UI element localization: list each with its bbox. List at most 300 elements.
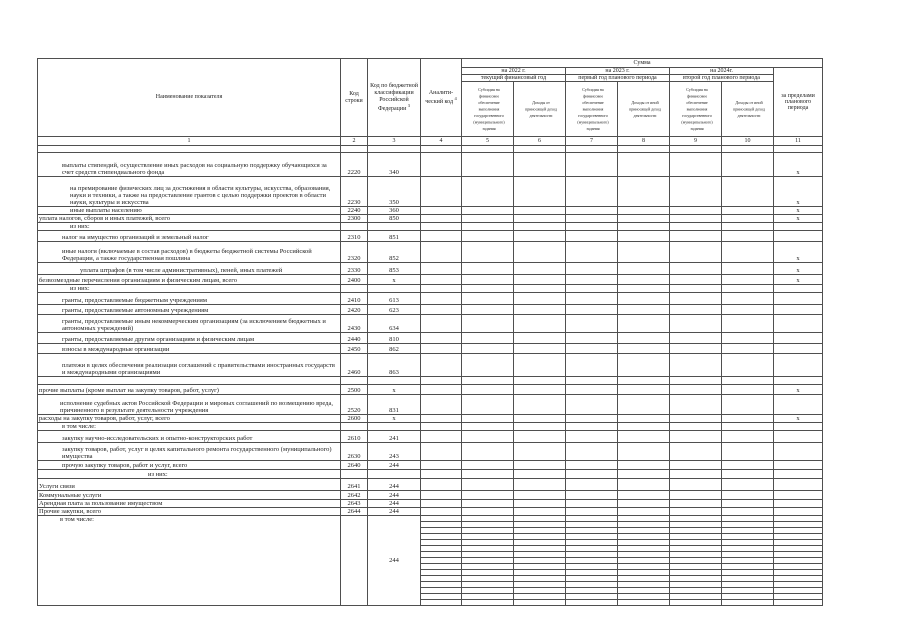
- budget-classification-code-cell: [368, 285, 421, 293]
- amount-cell: [566, 275, 618, 285]
- amount-cell: [566, 443, 618, 461]
- amount-cell: [462, 508, 514, 516]
- amount-cell: [462, 146, 514, 153]
- indicator-name-cell: прочую закупку товаров, работ и услуг, всего: [38, 461, 341, 470]
- amount-cell: [670, 153, 722, 177]
- indicator-name-cell: Услуги связи: [38, 479, 341, 491]
- amount-cell: [514, 500, 566, 508]
- budget-classification-code-cell: 623: [368, 305, 421, 315]
- amount-cell: [618, 333, 670, 344]
- amount-cell: [618, 491, 670, 500]
- table-row: [38, 215, 823, 223]
- analytic-code-cell: [421, 153, 462, 177]
- amount-cell: [722, 479, 774, 491]
- budget-classification-code-cell: 244: [368, 508, 421, 516]
- amount-cell: [566, 423, 618, 431]
- amount-cell: [514, 223, 566, 231]
- amount-cell: [462, 263, 514, 275]
- indicator-name-cell: закупку научно-исследовательских и опытно-конструкторских работ: [38, 431, 341, 443]
- line-code-cell: 2460: [341, 354, 368, 377]
- table-row: [38, 293, 823, 305]
- amount-cell: [722, 223, 774, 231]
- amount-cell: [618, 377, 670, 385]
- line-code-cell: 2300: [341, 215, 368, 223]
- table-row: [38, 461, 823, 470]
- amount-cell: [618, 431, 670, 443]
- beyond-period-cell: х: [774, 385, 823, 395]
- amount-cell: [462, 315, 514, 333]
- amount-cell: [462, 470, 514, 479]
- budget-classification-code-cell: [368, 470, 421, 479]
- beyond-period-cell: [774, 333, 823, 344]
- analytic-code-cell: [421, 508, 462, 516]
- analytic-code-cell: [421, 207, 462, 215]
- column-number: 1: [38, 137, 341, 146]
- indicator-name-cell: гранты, предоставляемые бюджетным учреждениям: [38, 293, 341, 305]
- amount-cell: [722, 500, 774, 508]
- amount-cell: [566, 305, 618, 315]
- analytic-code-cell: [421, 377, 462, 385]
- budget-classification-code-cell: 340: [368, 153, 421, 177]
- beyond-period-cell: [774, 423, 823, 431]
- line-code-cell: 2220: [341, 153, 368, 177]
- beyond-period-cell: [774, 231, 823, 242]
- table-row: [38, 500, 823, 508]
- amount-cell: [462, 333, 514, 344]
- header-indicator-name: Наименование показателя: [38, 59, 341, 137]
- amount-cell: [462, 600, 514, 606]
- amount-cell: [514, 293, 566, 305]
- table-row: [38, 177, 823, 207]
- amount-cell: [618, 344, 670, 354]
- amount-cell: [670, 177, 722, 207]
- amount-cell: [514, 600, 566, 606]
- amount-cell: [722, 443, 774, 461]
- amount-cell: [722, 385, 774, 395]
- table-row: [38, 415, 823, 423]
- amount-cell: [618, 263, 670, 275]
- beyond-period-cell: [774, 500, 823, 508]
- amount-cell: [566, 207, 618, 215]
- amount-cell: [670, 293, 722, 305]
- indicator-name-cell: [38, 377, 341, 385]
- amount-cell: [670, 395, 722, 415]
- line-code-cell: 2630: [341, 443, 368, 461]
- header-source-subsidy: [566, 82, 618, 137]
- amount-cell: [722, 333, 774, 344]
- table-row: [38, 153, 823, 177]
- amount-cell: [618, 275, 670, 285]
- header-source-subsidy: [670, 82, 722, 137]
- amount-cell: [722, 491, 774, 500]
- line-code-cell: 2450: [341, 344, 368, 354]
- beyond-period-cell: х: [774, 415, 823, 423]
- amount-cell: [566, 377, 618, 385]
- amount-cell: [722, 242, 774, 263]
- analytic-code-cell: [421, 223, 462, 231]
- analytic-code-cell: [421, 242, 462, 263]
- amount-cell: [514, 423, 566, 431]
- budget-classification-code-cell: [368, 146, 421, 153]
- beyond-period-cell: [774, 305, 823, 315]
- amount-cell: [670, 285, 722, 293]
- budget-classification-code-cell: 244: [368, 479, 421, 491]
- amount-cell: [670, 333, 722, 344]
- amount-cell: [618, 385, 670, 395]
- amount-cell: [722, 263, 774, 275]
- amount-cell: [462, 223, 514, 231]
- budget-classification-code-cell: 853: [368, 263, 421, 275]
- analytic-code-cell: [421, 354, 462, 377]
- amount-cell: [670, 275, 722, 285]
- column-number: 8: [618, 137, 670, 146]
- amount-cell: [722, 231, 774, 242]
- indicator-name-cell: из них:: [38, 223, 341, 231]
- line-code-cell: 2230: [341, 177, 368, 207]
- indicator-name-cell: иные налоги (включаемые в состав расходов) в бюджеты бюджетной системы Российской Федерации, а также государственная пошлина: [38, 242, 341, 263]
- indicator-name-cell: в том числе:: [38, 423, 341, 431]
- beyond-period-cell: х: [774, 215, 823, 223]
- beyond-period-cell: х: [774, 263, 823, 275]
- amount-cell: [670, 305, 722, 315]
- line-code-cell: [341, 423, 368, 431]
- indicator-name-cell: гранты, предоставляемые иным некоммерческим организациям (за исключением бюджетных и автономных учреждений): [38, 315, 341, 333]
- line-code-cell: 2640: [341, 461, 368, 470]
- analytic-code-cell: [421, 491, 462, 500]
- amount-cell: [722, 431, 774, 443]
- header-source-text: Доходы от приносящей доход деятельности: [525, 100, 557, 118]
- analytic-code-cell: [421, 415, 462, 423]
- amount-cell: [514, 415, 566, 423]
- budget-classification-code-cell: 350: [368, 177, 421, 207]
- amount-cell: [722, 305, 774, 315]
- table-row: [38, 479, 823, 491]
- amount-cell: [462, 431, 514, 443]
- amount-cell: [462, 207, 514, 215]
- column-number: 5: [462, 137, 514, 146]
- header-source-text: Субсидия на финансовое обеспечение выполнения государственного (муниципального) задания: [577, 87, 609, 131]
- amount-cell: [462, 443, 514, 461]
- amount-cell: [462, 275, 514, 285]
- amount-cell: [618, 293, 670, 305]
- budget-classification-code-cell: [368, 377, 421, 385]
- indicator-name-cell: прочие выплаты (кроме выплат на закупку товаров, работ, услуг): [38, 385, 341, 395]
- amount-cell: [670, 344, 722, 354]
- amount-cell: [462, 500, 514, 508]
- amount-cell: [566, 333, 618, 344]
- amount-cell: [514, 231, 566, 242]
- line-code-cell: [341, 285, 368, 293]
- indicator-name-cell: безвозмездные перечисления организациям и физическим лицам, всего: [38, 275, 341, 285]
- amount-cell: [566, 500, 618, 508]
- budget-classification-code-cell: х: [368, 275, 421, 285]
- analytic-code-cell: [421, 385, 462, 395]
- analytic-code-cell: [421, 231, 462, 242]
- line-code-cell: 2440: [341, 333, 368, 344]
- amount-cell: [462, 423, 514, 431]
- amount-cell: [722, 215, 774, 223]
- indicator-name-cell: в том числе:: [38, 516, 341, 606]
- table-header: [38, 59, 823, 146]
- amount-cell: [462, 215, 514, 223]
- table-row: [38, 333, 823, 344]
- amount-cell: [618, 461, 670, 470]
- amount-cell: [514, 146, 566, 153]
- amount-cell: [514, 377, 566, 385]
- amount-cell: [514, 479, 566, 491]
- beyond-period-cell: [774, 223, 823, 231]
- amount-cell: [514, 305, 566, 315]
- beyond-period-cell: [774, 600, 823, 606]
- budget-classification-code-cell: 244: [368, 516, 421, 606]
- indicator-name-cell: гранты, предоставляемые другим организациям и физическим лицам: [38, 333, 341, 344]
- analytic-code-cell: [421, 215, 462, 223]
- header-period-first: первый год планового периода: [566, 75, 670, 82]
- amount-cell: [462, 395, 514, 415]
- table-row: [38, 443, 823, 461]
- analytic-code-cell: [421, 263, 462, 275]
- column-number: 11: [774, 137, 823, 146]
- amount-cell: [566, 315, 618, 333]
- header-period-current: текущий финансовый год: [462, 75, 566, 82]
- header-analytic-code: [421, 59, 462, 137]
- blank-row: [38, 146, 823, 153]
- budget-classification-code-cell: 360: [368, 207, 421, 215]
- analytic-code-cell: [421, 285, 462, 293]
- amount-cell: [514, 285, 566, 293]
- indicator-name-cell: Арендная плата за пользование имуществом: [38, 500, 341, 508]
- header-source-text: Доходы от иной приносящей доход деятельности: [733, 100, 765, 118]
- header-kbk-text: Код по бюджетной классификации Российской Федерации: [370, 82, 418, 112]
- table-row: [38, 242, 823, 263]
- amount-cell: [670, 315, 722, 333]
- analytic-code-cell: [421, 470, 462, 479]
- beyond-period-cell: х: [774, 153, 823, 177]
- indicator-name-cell: Прочие закупки, всего: [38, 508, 341, 516]
- amount-cell: [462, 479, 514, 491]
- amount-cell: [514, 315, 566, 333]
- amount-cell: [566, 431, 618, 443]
- amount-cell: [670, 461, 722, 470]
- header-budget-classification-code: [368, 59, 421, 137]
- amount-cell: [670, 431, 722, 443]
- table-row: [38, 431, 823, 443]
- amount-cell: [462, 385, 514, 395]
- amount-cell: [566, 153, 618, 177]
- amount-cell: [566, 354, 618, 377]
- amount-cell: [566, 263, 618, 275]
- indicator-name-cell: выплаты стипендий, осуществление иных расходов на социальную поддержку обучающихся за счет средств стипендиального фонда: [38, 153, 341, 177]
- table-row: [38, 305, 823, 315]
- beyond-period-cell: [774, 443, 823, 461]
- amount-cell: [514, 431, 566, 443]
- amount-cell: [722, 395, 774, 415]
- amount-cell: [722, 461, 774, 470]
- table-row: [38, 491, 823, 500]
- amount-cell: [462, 231, 514, 242]
- beyond-period-cell: [774, 146, 823, 153]
- indicator-name-cell: налог на имущество организаций и земельный налог: [38, 231, 341, 242]
- amount-cell: [462, 305, 514, 315]
- amount-cell: [722, 315, 774, 333]
- footnote-mark: 3: [407, 102, 411, 108]
- amount-cell: [566, 385, 618, 395]
- amount-cell: [618, 423, 670, 431]
- beyond-period-cell: [774, 315, 823, 333]
- beyond-period-cell: [774, 344, 823, 354]
- indicator-name-cell: платежи в целях обеспечения реализации соглашений с правительствами иностранных государств и международными организациями: [38, 354, 341, 377]
- line-code-cell: 2520: [341, 395, 368, 415]
- header-year-2022: на 2022 г.: [462, 68, 566, 75]
- header-sum: Сумма: [462, 59, 823, 68]
- amount-cell: [670, 479, 722, 491]
- table-row: [38, 354, 823, 377]
- line-code-cell: 2500: [341, 385, 368, 395]
- amount-cell: [618, 215, 670, 223]
- table-row: [38, 231, 823, 242]
- amount-cell: [566, 231, 618, 242]
- amount-cell: [618, 508, 670, 516]
- header-period-second: второй год планового периода: [670, 75, 774, 82]
- amount-cell: [722, 293, 774, 305]
- amount-cell: [618, 177, 670, 207]
- line-code-cell: 2610: [341, 431, 368, 443]
- amount-cell: [670, 207, 722, 215]
- amount-cell: [462, 177, 514, 207]
- amount-cell: [566, 461, 618, 470]
- amount-cell: [618, 153, 670, 177]
- amount-cell: [618, 242, 670, 263]
- indicator-name-cell: уплата штрафов (в том числе административных), пеней, иных платежей: [38, 263, 341, 275]
- indicator-name-cell: расходы на закупку товаров, работ, услуг, всего: [38, 415, 341, 423]
- amount-cell: [566, 223, 618, 231]
- amount-cell: [566, 285, 618, 293]
- indicator-name-cell: Коммунальные услуги: [38, 491, 341, 500]
- amount-cell: [618, 500, 670, 508]
- line-code-cell: [341, 516, 368, 606]
- line-code-cell: 2420: [341, 305, 368, 315]
- amount-cell: [670, 470, 722, 479]
- amount-cell: [670, 385, 722, 395]
- amount-cell: [722, 600, 774, 606]
- amount-cell: [514, 470, 566, 479]
- line-code-cell: [341, 470, 368, 479]
- amount-cell: [566, 479, 618, 491]
- beyond-period-cell: [774, 395, 823, 415]
- header-source-income: [514, 82, 566, 137]
- line-code-cell: [341, 223, 368, 231]
- budget-classification-code-cell: 851: [368, 231, 421, 242]
- header-year-2023: на 2023 г.: [566, 68, 670, 75]
- header-source-subsidy: [462, 82, 514, 137]
- table-row: [38, 285, 823, 293]
- indicator-name-cell: закупку товаров, работ, услуг в целях капитального ремонта государственного (муниципального) имущества: [38, 443, 341, 461]
- analytic-code-cell: [421, 344, 462, 354]
- amount-cell: [670, 443, 722, 461]
- amount-cell: [722, 153, 774, 177]
- amount-cell: [462, 491, 514, 500]
- amount-cell: [722, 344, 774, 354]
- budget-classification-code-cell: х: [368, 385, 421, 395]
- column-number: 7: [566, 137, 618, 146]
- indicator-name-cell: на премирование физических лиц за достижения в области культуры, искусства, образования, науки и техники, а также на предоставление грантов с целью поддержки проектов в области науки, культуры и искусства: [38, 177, 341, 207]
- indicator-name-cell: уплата налогов, сборов и иных платежей, всего: [38, 215, 341, 223]
- analytic-code-cell: [421, 293, 462, 305]
- amount-cell: [670, 242, 722, 263]
- amount-cell: [722, 285, 774, 293]
- budget-classification-code-cell: 243: [368, 443, 421, 461]
- amount-cell: [514, 333, 566, 344]
- amount-cell: [670, 263, 722, 275]
- indicator-name-cell: из них:: [38, 285, 341, 293]
- beyond-period-cell: х: [774, 242, 823, 263]
- amount-cell: [670, 215, 722, 223]
- amount-cell: [722, 146, 774, 153]
- amount-cell: [462, 293, 514, 305]
- amount-cell: [514, 395, 566, 415]
- budget-classification-code-cell: 831: [368, 395, 421, 415]
- amount-cell: [514, 354, 566, 377]
- budget-classification-code-cell: 862: [368, 344, 421, 354]
- table-row: [38, 395, 823, 415]
- amount-cell: [670, 508, 722, 516]
- amount-cell: [670, 223, 722, 231]
- amount-cell: [566, 600, 618, 606]
- budget-classification-code-cell: 850: [368, 215, 421, 223]
- amount-cell: [618, 395, 670, 415]
- amount-cell: [462, 242, 514, 263]
- footnote-mark: 4: [454, 95, 457, 101]
- line-code-cell: 2600: [341, 415, 368, 423]
- amount-cell: [722, 177, 774, 207]
- column-number: 4: [421, 137, 462, 146]
- line-code-cell: 2644: [341, 508, 368, 516]
- amount-cell: [670, 500, 722, 508]
- amount-cell: [514, 215, 566, 223]
- table-row: [38, 508, 823, 516]
- header-line-code: Код строки: [341, 59, 368, 137]
- budget-classification-code-cell: 244: [368, 500, 421, 508]
- beyond-period-cell: [774, 491, 823, 500]
- amount-cell: [722, 508, 774, 516]
- indicator-name-cell: взносы в международные организации: [38, 344, 341, 354]
- beyond-period-cell: [774, 431, 823, 443]
- line-code-cell: 2310: [341, 231, 368, 242]
- budget-classification-code-cell: 244: [368, 461, 421, 470]
- analytic-code-cell: [421, 461, 462, 470]
- line-code-cell: 2330: [341, 263, 368, 275]
- amount-cell: [722, 275, 774, 285]
- budget-classification-code-cell: 634: [368, 315, 421, 333]
- amount-cell: [514, 385, 566, 395]
- analytic-code-cell: [421, 395, 462, 415]
- beyond-period-cell: х: [774, 275, 823, 285]
- budget-classification-code-cell: 810: [368, 333, 421, 344]
- beyond-period-cell: [774, 508, 823, 516]
- amount-cell: [566, 293, 618, 305]
- amount-cell: [722, 354, 774, 377]
- line-code-cell: 2400: [341, 275, 368, 285]
- amount-cell: [566, 344, 618, 354]
- amount-cell: [462, 285, 514, 293]
- amount-cell: [566, 491, 618, 500]
- amount-cell: [722, 415, 774, 423]
- amount-cell: [566, 395, 618, 415]
- budget-classification-code-cell: 863: [368, 354, 421, 377]
- column-number: 10: [722, 137, 774, 146]
- amount-cell: [618, 443, 670, 461]
- table-row: [38, 223, 823, 231]
